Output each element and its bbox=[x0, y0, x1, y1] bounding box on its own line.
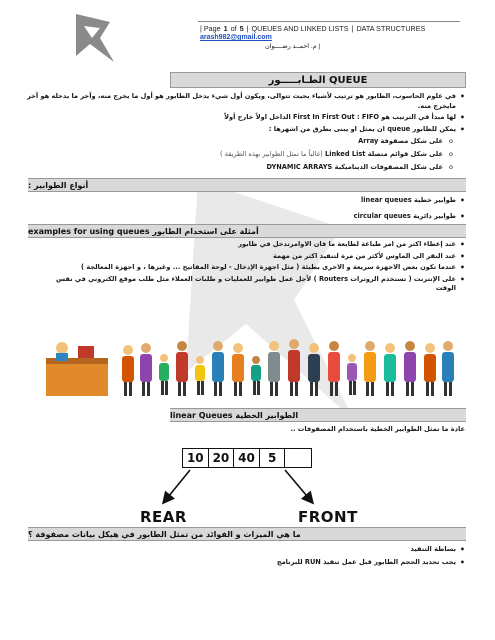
intro-item: • لها مبدأ في الترتيب هو First In First Out : FIFO الداخل اولاً خارج أولاً bbox=[25, 113, 465, 123]
person-icon bbox=[364, 341, 376, 396]
person-icon bbox=[328, 341, 340, 396]
intro-section bbox=[25, 92, 465, 172]
page-title: الطـابـــــور QUEUE bbox=[170, 72, 466, 88]
examples-section bbox=[45, 240, 465, 294]
queue-people-illustration bbox=[40, 332, 460, 402]
types-section bbox=[165, 196, 465, 221]
author-name: م. احمــد رضــــوان | bbox=[264, 43, 320, 50]
rear-arrow bbox=[164, 470, 190, 502]
intro-item: • يمكن للطابور queue ان يمثل او يبنى بطرق من اشهرها : bbox=[25, 125, 465, 135]
types-heading: أنواع الطوابير : bbox=[28, 178, 466, 192]
logo-watermark bbox=[150, 150, 390, 450]
person-icon bbox=[212, 341, 224, 396]
example-item: • عند النقر الى الماوس لأكثر من مرة لتنفيذ اكثر من مهمة bbox=[45, 252, 465, 262]
queue-cell: 10 bbox=[183, 449, 209, 467]
person-icon bbox=[159, 354, 169, 395]
queue-cell: 20 bbox=[209, 449, 235, 467]
person-icon bbox=[140, 343, 152, 396]
representation-item: o على شكل مصفوفة Array bbox=[25, 137, 465, 147]
person-icon bbox=[288, 339, 300, 396]
person-icon bbox=[176, 341, 188, 396]
example-item: • على الإنترنت ( تستخدم الروترات Routers ) لأجل عمل طوابير للعمليات و طلبات العملاء مثل طلب موقع الكتروني في نفس الوقت bbox=[45, 275, 465, 294]
header-rule bbox=[198, 21, 460, 22]
page-of: of bbox=[230, 24, 237, 33]
person-icon bbox=[195, 356, 205, 395]
person-icon bbox=[424, 343, 436, 396]
brand-logo bbox=[70, 8, 120, 66]
pro-item: • بساطة التنفيذ bbox=[165, 545, 465, 555]
linear-description: عادة ما تمثل الطوابير الخطية باستخدام المصفوفات .. bbox=[290, 425, 465, 433]
linear-heading: الطوابير الخطية linear Queues bbox=[170, 408, 466, 422]
representation-note: (غالباً ما تمثل الطوابير بهذه الطريقة ) bbox=[220, 149, 323, 158]
person-icon bbox=[442, 341, 454, 396]
author-email[interactable]: arash982@gmail.com bbox=[200, 34, 272, 41]
front-arrow bbox=[285, 470, 312, 502]
person-icon bbox=[347, 354, 357, 395]
examples-heading: أمثلة على استخدام الطابور examples for using queues bbox=[28, 224, 466, 238]
front-label: FRONT bbox=[298, 508, 358, 526]
queue-cell bbox=[285, 449, 311, 467]
queue-cell: 40 bbox=[234, 449, 260, 467]
representation-item: o على شكل قوائم متصلة Linked List (غالباً ما تمثل الطوابير بهذه الطريقة ) bbox=[25, 150, 465, 160]
representation-item: o على شكل المصفوفات الديناميكية DYNAMIC ARRAYS bbox=[25, 163, 465, 173]
queue-array-diagram bbox=[182, 448, 312, 468]
intro-item: • في علوم الحاسوب، الطابور هو ترتيب لأشياء بحيث تتوالى، ويكون أول شيء يدخل الطابور هو أول ما يخرج منه، وآخر ما يدخله هو آخر مايخرج منه. bbox=[25, 92, 465, 111]
person-icon bbox=[122, 345, 134, 396]
page-number: 1 bbox=[223, 24, 228, 33]
person-icon bbox=[384, 343, 396, 396]
header-course: DATA STRUCTURES bbox=[356, 24, 426, 33]
pro-item: • يجب تحديد الحجم الطابور قبل عمل تنفيذ RUN للبرنامج bbox=[165, 558, 465, 568]
type-item: • طوابير دائرية circular queues bbox=[165, 212, 465, 222]
type-item: • طوابير خطية linear queues bbox=[165, 196, 465, 206]
rear-label: REAR bbox=[140, 508, 187, 526]
page-header bbox=[200, 24, 460, 50]
page-total: 5 bbox=[239, 24, 244, 33]
queue-cell: 5 bbox=[260, 449, 286, 467]
person-icon bbox=[404, 341, 416, 396]
person-icon bbox=[308, 343, 320, 396]
example-item: • عندما تكون بعض الاجهزة سريعة و الاخرى بطيئة ( مثل اجهزة الإدخال - لوحة المفاتيح ... وغيرها ، و اجهزة المعالجة ) bbox=[45, 263, 465, 273]
header-separator: | bbox=[246, 24, 249, 33]
person-icon bbox=[251, 356, 261, 395]
header-separator-2: | bbox=[351, 24, 354, 33]
pros-section bbox=[165, 545, 465, 567]
person-icon bbox=[232, 343, 244, 396]
cashier-counter-icon bbox=[46, 342, 108, 396]
pros-heading: ما هي الميزات و الفوائد من تمثل الطابور في هيكل بيانات مصفوفة ؟ bbox=[28, 527, 466, 541]
page-prefix: | Page bbox=[200, 24, 221, 33]
person-icon bbox=[268, 341, 280, 396]
header-subject: QUEUES AND LINKED LISTS bbox=[251, 24, 349, 33]
example-item: • عند إعطاء اكثر من امر طباعة لطابعة ما فان الاوامرتدخل في طابور bbox=[45, 240, 465, 250]
